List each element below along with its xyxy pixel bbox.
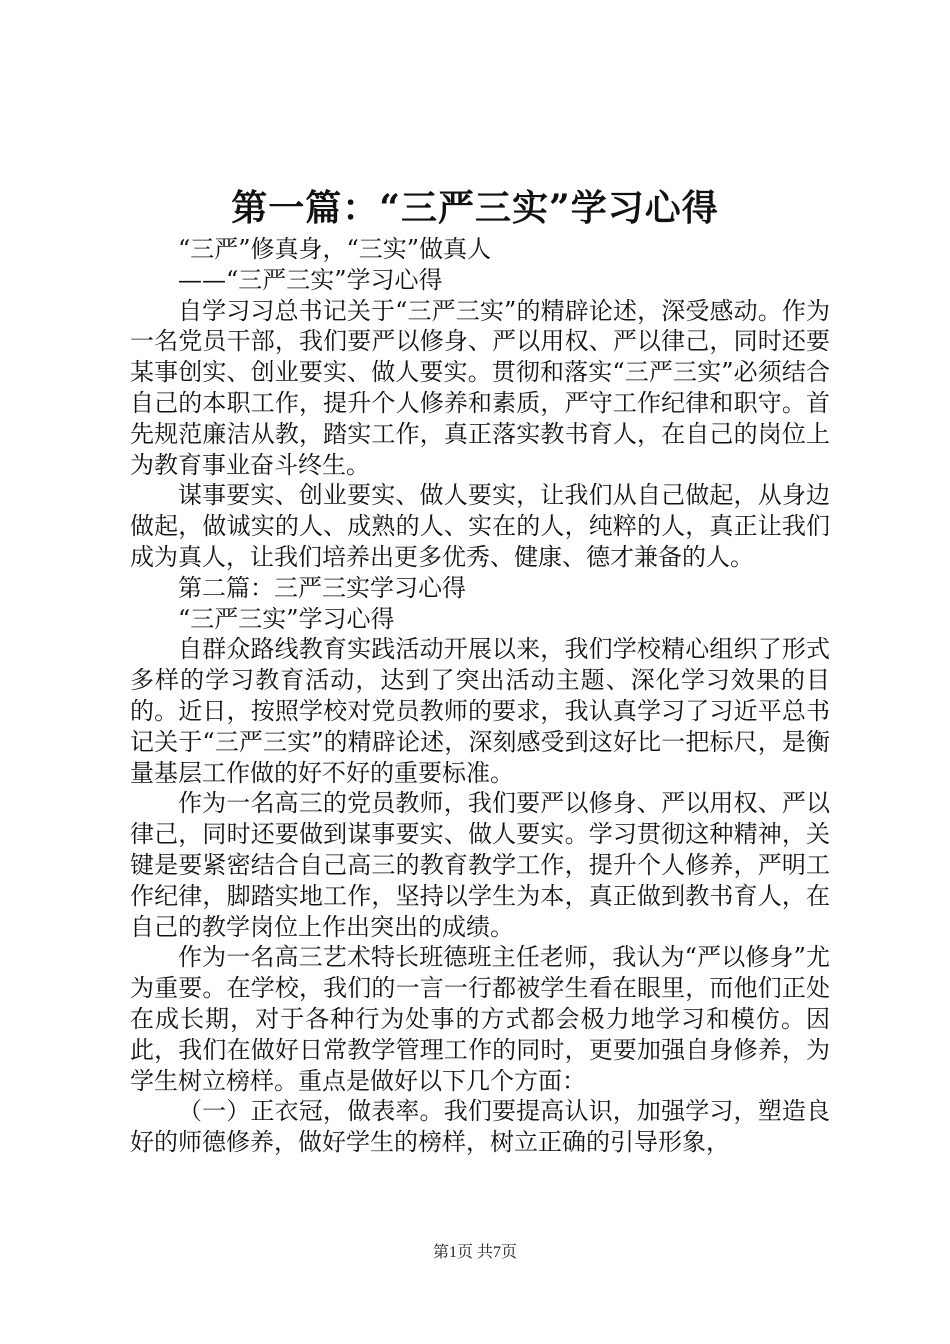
paragraph: 谋事要实、创业要实、做人要实，让我们从自己做起，从身边做起，做诚实的人、成熟的人、实在的人，纯粹的人，真正让我们成为真人，让我们培养出更多优秀、健康、德才兼备的人。 xyxy=(130,481,830,571)
section-heading: 第二篇：三严三实学习心得 xyxy=(178,573,466,602)
document-title: 第一篇：“三严三实”学习心得 xyxy=(231,187,719,229)
page-number-footer: 第1页 共7页 xyxy=(432,1244,517,1261)
paragraph: （一）正衣冠，做表率。我们要提高认识，加强学习，塑造良好的师德修养，做好学生的榜样，树立正确的引导形象， xyxy=(130,1097,830,1157)
section-subheading: “三严三实”学习心得 xyxy=(178,604,395,633)
document-body xyxy=(130,234,830,1158)
paragraph-subtitle-dash: ——“三严三实”学习心得 xyxy=(178,265,443,294)
paragraph: 作为一名高三的党员教师，我们要严以修身、严以用权、严以律己，同时还要做到谋事要实、做人要实。学习贯彻这种精神，关键是要紧密结合自己高三的教育教学工作，提升个人修养，严明工作纪律，脚踏实地工作，坚持以学生为本，真正做到教书育人，在自己的教学岗位上作出突出的成绩。 xyxy=(130,789,830,941)
paragraph: 作为一名高三艺术特长班德班主任老师，我认为“严以修身”尤为重要。在学校，我们的一言一行都被学生看在眼里，而他们正处在成长期，对于各种行为处事的方式都会极力地学习和模仿。因此，我们在做好日常教学管理工作的同时，更要加强自身修养，为学生树立榜样。重点是做好以下几个方面： xyxy=(130,943,830,1095)
paragraph: 自学习习总书记关于“三严三实”的精辟论述，深受感动。作为一名党员干部，我们要严以修身、严以用权、严以律己，同时还要某事创实、创业要实、做人要实。贯彻和落实“三严三实”必须结合自己的本职工作，提升个人修养和素质，严守工作纪律和职守。首先规范廉洁从教，踏实工作，真正落实教书育人，在自己的岗位上为教育事业奋斗终生。 xyxy=(130,296,830,479)
paragraph: 自群众路线教育实践活动开展以来，我们学校精心组织了形式多样的学习教育活动，达到了突出活动主题、深化学习效果的目的。近日，按照学校对党员教师的要求，我认真学习了习近平总书记关于“三严三实”的精辟论述，深刻感受到这好比一把标尺，是衡量基层工作做的好不好的重要标准。 xyxy=(130,635,830,787)
paragraph-subtitle: “三严”修真身，“三实”做真人 xyxy=(178,235,492,263)
